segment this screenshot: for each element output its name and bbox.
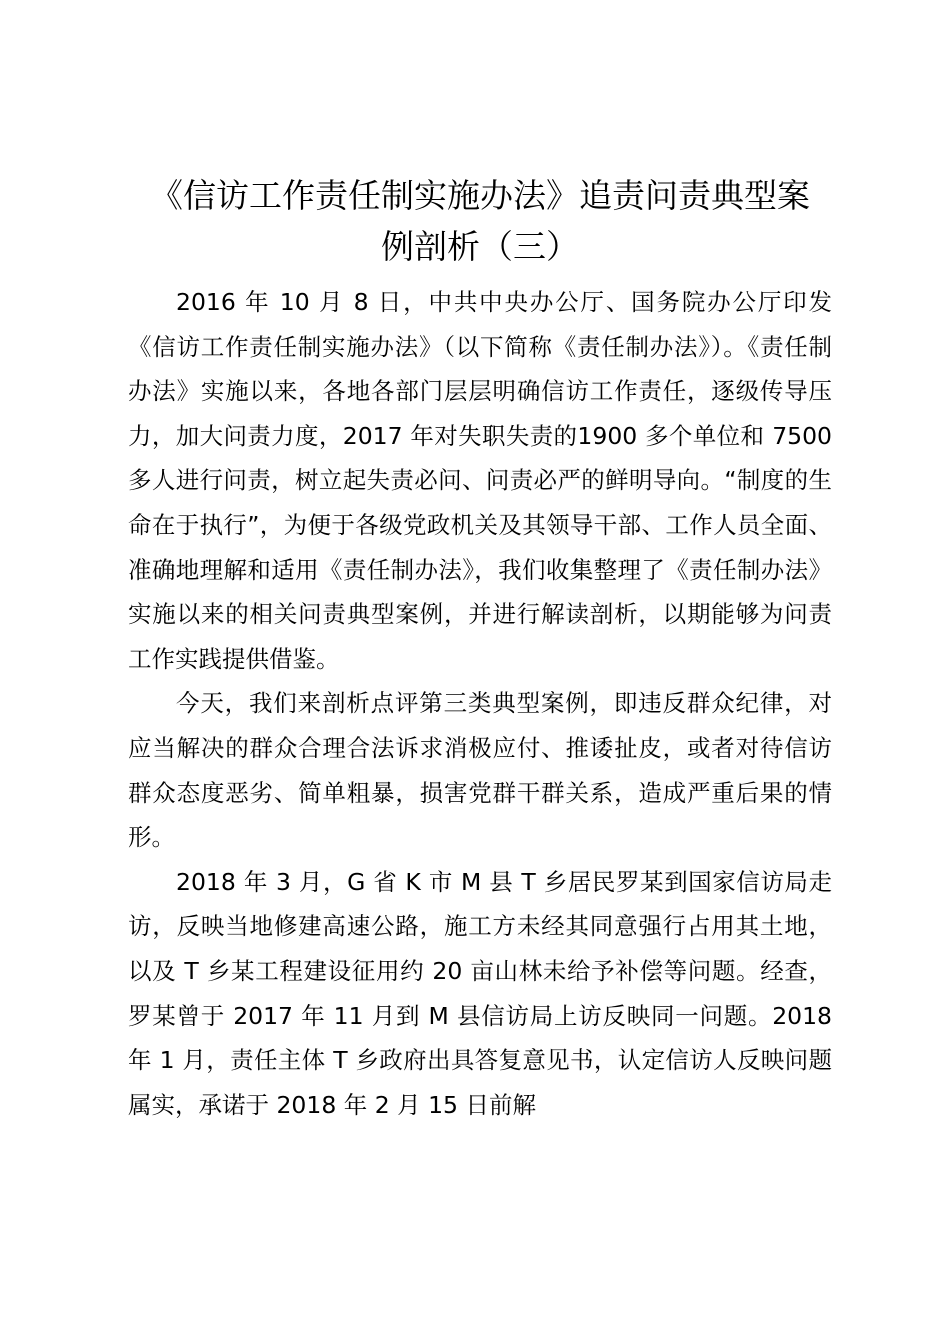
document-page	[128, 170, 832, 1127]
title-line-1: 《信访工作责任制实施办法》追责问责典型案	[150, 176, 810, 215]
document-title	[128, 170, 832, 272]
paragraph-intro: 2016 年 10 月 8 日，中共中央办公厅、国务院办公厅印发《信访工作责任制实施办法》（以下简称《责任制办法》）。《责任制办法》实施以来，各地各部门层层明确信访工作责任，逐级传导压力，加大问责力度，2017 年对失职失责的1900 多个单位和 7500 多人进行问责，树立起失责必问、问责必严的鲜明导向。“制度的生命在于执行”，为便于各级党政机关及其领导干部、工作人员全面、准确地理解和适用《责任制办法》，我们收集整理了《责任制办法》实施以来的相关问责典型案例，并进行解读剖析，以期能够为问责工作实践提供借鉴。	[128, 288, 832, 673]
document-body	[128, 280, 832, 1127]
paragraph-case-category: 今天，我们来剖析点评第三类典型案例，即违反群众纪律，对应当解决的群众合理合法诉求消极应付、推诿扯皮，或者对待信访群众态度恶劣、简单粗暴，损害党群干群关系，造成严重后果的情形。	[128, 689, 832, 852]
title-line-2: 例剖析（三）	[381, 227, 579, 266]
paragraph-case-detail: 2018 年 3 月，G 省 K 市 M 县 T 乡居民罗某到国家信访局走访，反映当地修建高速公路，施工方未经其同意强行占用其土地，以及 T 乡某工程建设征用约 20 亩山林未给予补偿等问题。经查，罗某曾于 2017 年 11 月到 M 县信访局上访反映同一问题。2018 年 1 月，责任主体 T 乡政府出具答复意见书，认定信访人反映问题属实，承诺于 2018 年 2 月 15 日前解	[128, 867, 832, 1119]
